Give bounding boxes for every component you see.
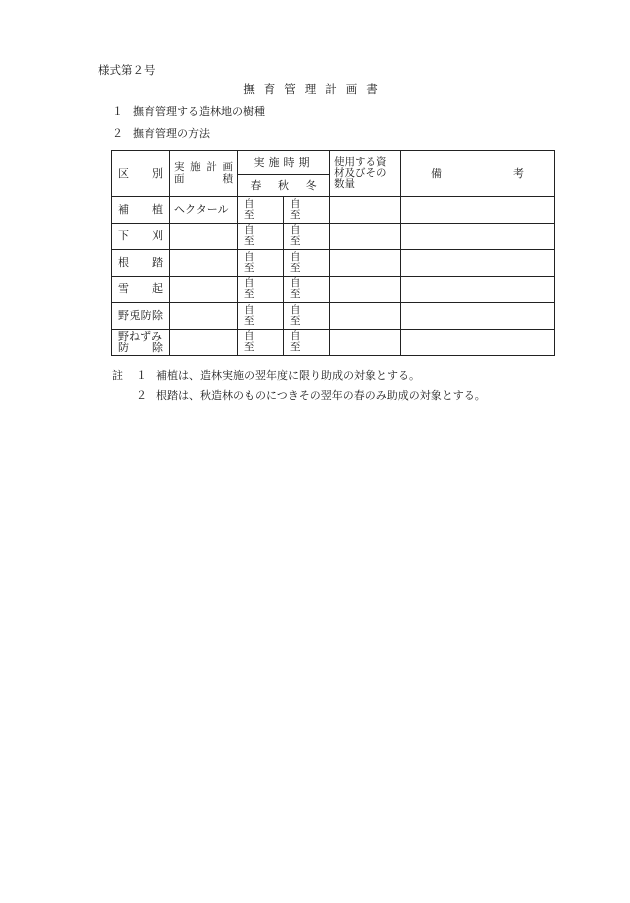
row-to: 至 <box>290 235 301 248</box>
header-row-1 <box>112 151 555 175</box>
header-material-line3: 数量 <box>334 178 355 190</box>
section-2-text: 撫育管理の方法 <box>133 127 210 140</box>
row-from-to-2 <box>284 276 330 303</box>
row-from: 自 <box>290 250 301 263</box>
row-area <box>170 303 238 330</box>
notes-label: 註 <box>112 369 123 382</box>
row-to: 至 <box>290 288 301 301</box>
row-from-to-1 <box>238 303 284 330</box>
row-from: 自 <box>244 277 255 290</box>
row-to: 至 <box>244 261 255 274</box>
row-area <box>170 329 238 356</box>
row-from-to-1 <box>238 223 284 250</box>
section-1-text: 撫育管理する造林地の樹種 <box>133 105 265 118</box>
row-to: 至 <box>290 208 301 221</box>
row-from-to-1 <box>238 197 284 224</box>
row-label: 根 踏 <box>112 250 170 277</box>
header-area-line1: 実施計画 <box>174 161 233 174</box>
row-label-line1: 野ねずみ <box>118 329 162 343</box>
note-2 <box>112 390 486 401</box>
row-material <box>330 197 401 224</box>
row-remarks <box>401 276 555 303</box>
row-from: 自 <box>290 330 301 343</box>
row-remarks <box>401 197 555 224</box>
header-material-line1: 使用する資 <box>334 155 387 168</box>
row-area: ヘクタール <box>170 197 238 224</box>
row-material <box>330 223 401 250</box>
table-row <box>112 276 555 303</box>
row-area <box>170 223 238 250</box>
note-1-text: 補植は、造林実施の翌年度に限り助成の対象とする。 <box>156 369 420 382</box>
header-remarks: 備考 <box>401 151 555 197</box>
row-from-to-2 <box>284 250 330 277</box>
row-material <box>330 276 401 303</box>
section-1 <box>112 106 265 117</box>
section-2 <box>112 128 210 139</box>
row-area <box>170 250 238 277</box>
note-1 <box>112 370 420 381</box>
row-from: 自 <box>290 224 301 237</box>
note-1-number: １ <box>136 369 147 382</box>
row-to: 至 <box>290 314 301 327</box>
table-row <box>112 250 555 277</box>
row-from: 自 <box>244 303 255 316</box>
season-winter: 冬 <box>305 178 317 192</box>
section-1-number: １ <box>112 105 123 118</box>
row-from-to-2 <box>284 223 330 250</box>
row-label: 補 植 <box>112 197 170 224</box>
header-material-line2: 材及びその <box>334 166 387 179</box>
row-remarks <box>401 329 555 356</box>
note-2-text: 根踏は、秋造林のものにつきその翌年の春のみ助成の対象とする。 <box>156 389 486 402</box>
row-from: 自 <box>244 250 255 263</box>
row-to: 至 <box>244 341 255 354</box>
row-to: 至 <box>244 314 255 327</box>
row-to: 至 <box>244 208 255 221</box>
row-remarks <box>401 223 555 250</box>
row-from: 自 <box>290 303 301 316</box>
row-from-to-2 <box>284 197 330 224</box>
row-from: 自 <box>290 197 301 210</box>
document-title: 撫育管理計画書 <box>243 82 387 96</box>
form-number: 様式第２号 <box>98 63 156 77</box>
note-2-number: ２ <box>136 389 147 402</box>
row-from-to-1 <box>238 250 284 277</box>
row-remarks <box>401 250 555 277</box>
row-label <box>112 329 170 356</box>
table-row <box>112 303 555 330</box>
row-from-to-1 <box>238 329 284 356</box>
header-material <box>330 151 401 197</box>
row-from: 自 <box>244 224 255 237</box>
row-from: 自 <box>290 277 301 290</box>
row-label: 下 刈 <box>112 223 170 250</box>
season-autumn: 秋 <box>277 178 289 192</box>
header-area <box>170 151 238 197</box>
row-to: 至 <box>290 341 301 354</box>
row-from-to-2 <box>284 329 330 356</box>
row-remarks <box>401 303 555 330</box>
row-material <box>330 250 401 277</box>
row-from: 自 <box>244 330 255 343</box>
table-row <box>112 329 555 356</box>
row-from-to-1 <box>238 276 284 303</box>
row-label: 野兎防除 <box>112 303 170 330</box>
row-from-to-2 <box>284 303 330 330</box>
row-label-line2: 防 除 <box>118 341 163 355</box>
row-material <box>330 329 401 356</box>
row-to: 至 <box>244 235 255 248</box>
row-to: 至 <box>290 261 301 274</box>
section-2-number: ２ <box>112 127 123 140</box>
table-row <box>112 197 555 224</box>
row-label: 雪 起 <box>112 276 170 303</box>
header-area-line2: 面 積 <box>174 172 233 185</box>
season-spring: 春 <box>250 178 262 192</box>
table-row <box>112 223 555 250</box>
header-category: 区 別 <box>112 151 170 197</box>
row-material <box>330 303 401 330</box>
header-period: 実施時期 <box>238 151 330 175</box>
row-to: 至 <box>244 288 255 301</box>
row-area <box>170 276 238 303</box>
row-from: 自 <box>244 197 255 210</box>
header-seasons <box>238 175 330 197</box>
plan-table <box>111 150 555 356</box>
